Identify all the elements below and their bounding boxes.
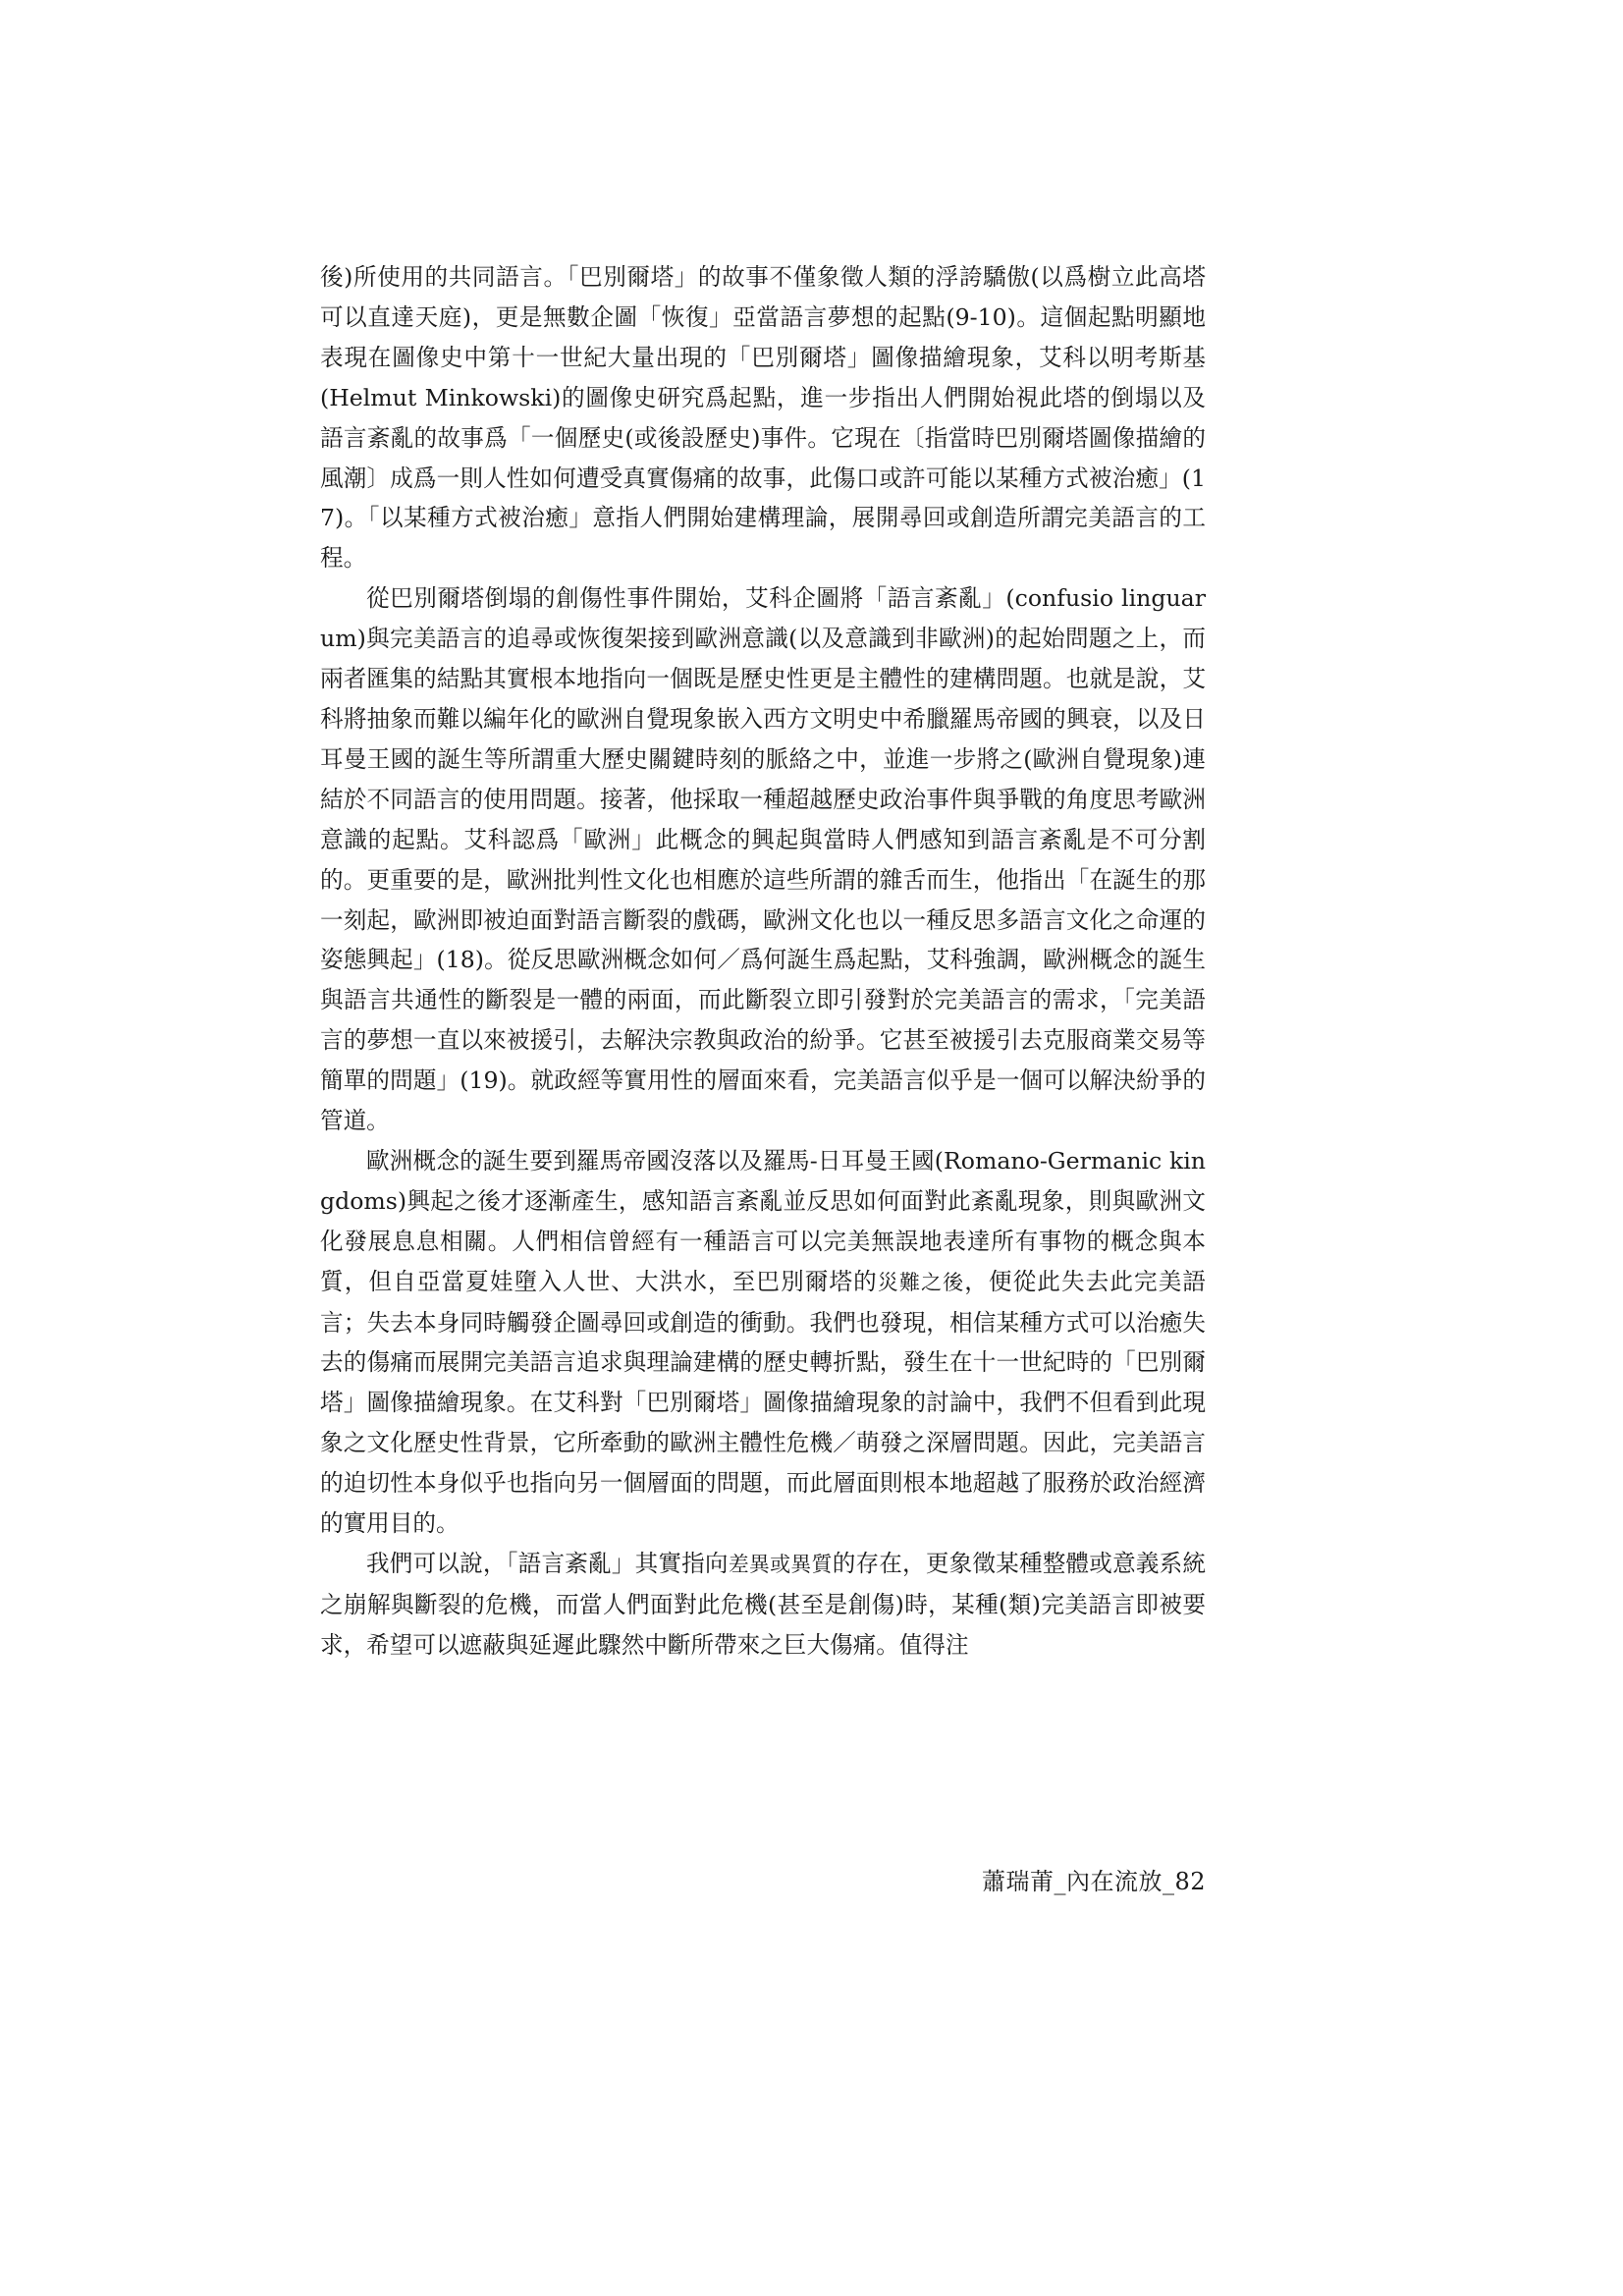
- paragraph-4-text-b: 的存在，更象徵某種整體或意義系統之崩解與斷裂的危機，而當人們面對此危機(甚至是創傷)時，某種(類)完美語言即被要求，希望可以遮蔽與延遲此驟然中斷所帶來之巨大傷痛。值得注: [320, 1550, 1207, 1659]
- paragraph-1: [320, 257, 1206, 578]
- running-footer: 蕭瑞莆_內在流放_82: [981, 1868, 1206, 1895]
- paragraph-4-text-a: 我們可以說，「語言紊亂」其實指向: [366, 1550, 729, 1577]
- paragraph-2: [320, 578, 1206, 1141]
- paragraph-3-text-a: 歐洲概念的誕生要到羅馬帝國沒落以及羅馬-日耳曼王國(Romano-Germanic kingdoms)興起之後才逐漸產生，感知語言紊亂並反思如何面對此紊亂現象，則與歐洲文化發展息息相關。人們相信曾經有一種語言可以完美無誤地表達所有事物的概念與本質，但自亞當夏娃墮入人世、大洪水，至巴別爾塔的: [320, 1146, 1206, 1295]
- paragraph-3-text-b: ，便從此失去此完美語言；失去本身同時觸發企圖尋回或創造的衝動。我們也發現，相信某種方式可以治癒失去的傷痛而展開完美語言追求與理論建構的歷史轉折點，發生在十一世紀時的「巴別爾塔」圖像描繪現象。在艾科對「巴別爾塔」圖像描繪現象的討論中，我們不但看到此現象之文化歷史性背景，它所牽動的歐洲主體性危機／萌發之深層問題。因此，完美語言的迫切性本身似乎也指向另一個層面的問題，而此層面則根本地超越了服務於政治經濟的實用目的。: [320, 1267, 1207, 1538]
- paragraph-2-text: 從巴別爾塔倒塌的創傷性事件開始，艾科企圖將「語言紊亂」(confusio linguarum)與完美語言的追尋或恢復架接到歐洲意識(以及意識到非歐洲)的起始問題之上，而兩者匯集的結點其實根本地指向一個既是歷史性更是主體性的建構問題。也就是說，艾科將抽象而難以編年化的歐洲自覺現象嵌入西方文明史中希臘羅馬帝國的興衰，以及日耳曼王國的誕生等所謂重大歷史關鍵時刻的脈絡之中，並進一步將之(歐洲自覺現象)連結於不同語言的使用問題。接著，他採取一種超越歷史政治事件與爭戰的角度思考歐洲意識的起點。艾科認爲「歐洲」此概念的興起與當時人們感知到語言紊亂是不可分割的。更重要的是，歐洲批判性文化也相應於這些所謂的雜舌而生，他指出「在誕生的那一刻起，歐洲即被迫面對語言斷裂的戲碼，歐洲文化也以一種反思多語言文化之命運的姿態興起」(18)。從反思歐洲概念如何／爲何誕生爲起點，艾科強調，歐洲概念的誕生與語言共通性的斷裂是一體的兩面，而此斷裂立即引發對於完美語言的需求，「完美語言的夢想一直以來被援引，去解決宗教與政治的紛爭。它甚至被援引去克服商業交易等簡單的問題」(19)。就政經等實用性的層面來看，完美語言似乎是一個可以解決紛爭的管道。: [320, 584, 1206, 1135]
- paragraph-4-emphasis: 差異或異質: [728, 1553, 833, 1576]
- paragraph-4: [320, 1544, 1206, 1666]
- body-text: [320, 257, 1206, 1666]
- paragraph-1-text: 後)所使用的共同語言。「巴別爾塔」的故事不僅象徵人類的浮誇驕傲(以爲樹立此高塔可以直達天庭)，更是無數企圖「恢復」亞當語言夢想的起點(9-10)。這個起點明顯地表現在圖像史中第十一世紀大量出現的「巴別爾塔」圖像描繪現象，艾科以明考斯基(Helmut Minkowski)的圖像史研究爲起點，進一步指出人們開始視此塔的倒塌以及語言紊亂的故事爲「一個歷史(或後設歷史)事件。它現在〔指當時巴別爾塔圖像描繪的風潮〕成爲一則人性如何遭受真實傷痛的故事，此傷口或許可能以某種方式被治癒」(17)。「以某種方式被治癒」意指人們開始建構理論，展開尋回或創造所謂完美語言的工程。: [320, 263, 1206, 573]
- paragraph-3: [320, 1141, 1206, 1544]
- paragraph-3-emphasis: 災難之後: [877, 1270, 965, 1294]
